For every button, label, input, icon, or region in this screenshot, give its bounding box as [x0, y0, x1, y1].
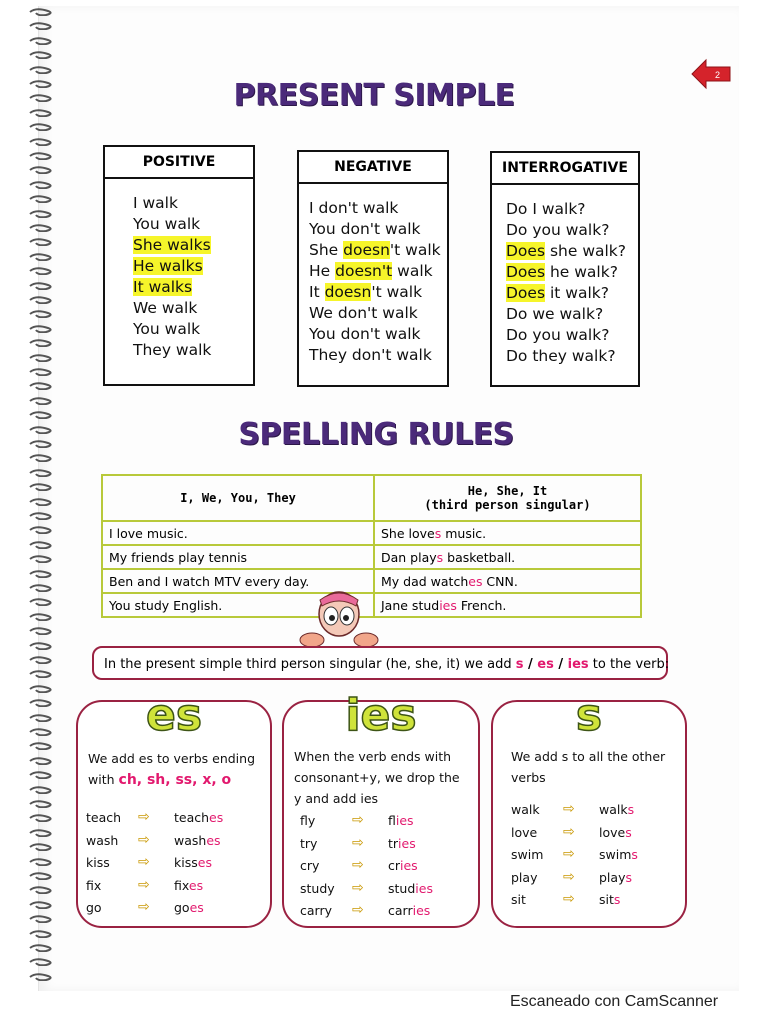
spiral-coil: [28, 872, 54, 880]
spiral-coil: [28, 613, 54, 621]
spiral-coil: [28, 512, 54, 520]
third-person-verb: [388, 903, 430, 918]
note-ies: ies: [567, 657, 589, 672]
third-person-verb: [388, 881, 433, 896]
spiral-coil: [28, 354, 54, 362]
list-item: [133, 298, 253, 319]
third-person-verb: [174, 878, 203, 893]
third-person-verb: [599, 802, 634, 817]
third-person-verb: [174, 900, 204, 915]
list-item-text: He walks: [133, 257, 203, 275]
base-verb: teach: [86, 810, 122, 825]
verb-stem: cr: [388, 858, 401, 873]
verb-ending: ies: [400, 858, 418, 873]
list-item-text: 't walk: [371, 283, 423, 301]
arrow-icon: ⇨: [352, 902, 364, 918]
third-person-verb: [174, 810, 223, 825]
highlighted-word: Does: [506, 263, 546, 281]
spiral-coil: [28, 886, 54, 894]
rule-box-ies: [282, 690, 480, 928]
spiral-coil: [28, 699, 54, 707]
verb-ending: ies: [439, 597, 457, 613]
list-item: [309, 240, 447, 261]
list-item: [506, 346, 638, 367]
spiral-coil: [28, 570, 54, 578]
verb-pair: [300, 813, 480, 836]
page-number: 2: [715, 70, 721, 80]
list-item-text: He: [309, 262, 336, 280]
spiral-coil: [28, 454, 54, 462]
spiral-coil: [28, 800, 54, 808]
third-person-verb: [599, 825, 632, 840]
spiral-coil: [28, 526, 54, 534]
spiral-coil: [28, 339, 54, 347]
list-item-text: I don't walk: [309, 199, 399, 217]
verb-ending: es: [206, 832, 221, 848]
third-person-verb: [388, 858, 418, 873]
cell-text: CNN.: [482, 573, 518, 589]
arrow-icon: ⇨: [352, 857, 364, 873]
verb-pair: [86, 810, 266, 833]
verb-pair: [300, 858, 480, 881]
base-verb: walk: [511, 802, 540, 817]
list-item: [133, 277, 253, 298]
verb-stem: wash: [174, 832, 207, 848]
base-verb: study: [300, 880, 335, 896]
cell-text: Jane stud: [381, 597, 440, 613]
list-item: [309, 261, 447, 282]
table-header-left: I, We, You, They: [102, 475, 374, 521]
verb-pair: [511, 847, 691, 870]
negative-list: [299, 184, 447, 366]
spiral-coil: [28, 195, 54, 203]
list-item-text: Do we walk?: [506, 305, 604, 323]
cell-text: basketball.: [443, 549, 516, 565]
list-item-text: 't walk: [389, 241, 441, 259]
spiral-coil: [28, 51, 54, 59]
list-item-text: Do I walk?: [506, 200, 586, 218]
base-verb: fix: [86, 877, 102, 893]
list-item-text: walk: [392, 262, 433, 280]
table-header-right-line1: He, She, It: [467, 484, 548, 498]
list-item-text: It: [309, 283, 325, 301]
table-cell-left: My friends play tennis: [102, 545, 374, 569]
list-item: [506, 241, 638, 262]
table-cell-right: [374, 593, 641, 617]
spiral-coil: [28, 469, 54, 477]
spiral-coil: [28, 498, 54, 506]
list-item: [309, 282, 447, 303]
cartoon-face-icon: [298, 590, 380, 648]
list-item-text: You walk: [133, 215, 201, 233]
verb-pair: [86, 855, 266, 878]
arrow-icon: ⇨: [563, 801, 575, 817]
table-cell-left: Ben and I watch MTV every day.: [102, 569, 374, 593]
spiral-coil: [28, 8, 54, 16]
list-item: [506, 325, 638, 346]
rule-pairs-ies: [300, 813, 480, 926]
base-verb: love: [511, 824, 538, 840]
spiral-coil: [28, 22, 54, 30]
verb-pair: [86, 833, 266, 856]
spiral-coil: [28, 123, 54, 131]
table-header-right: [374, 475, 641, 521]
spiral-coil: [28, 598, 54, 606]
verb-ending: es: [188, 877, 204, 893]
third-person-verb: [599, 847, 638, 862]
spiral-coil: [28, 728, 54, 736]
spiral-coil: [28, 555, 54, 563]
verb-ending: s: [434, 525, 442, 541]
arrow-icon: ⇨: [563, 823, 575, 840]
spiral-coil: [28, 843, 54, 851]
verb-stem: carr: [388, 903, 413, 918]
verb-ending: ies: [395, 813, 414, 828]
interrogative-box: [490, 151, 640, 387]
spiral-coil: [28, 858, 54, 866]
spiral-coil: [28, 296, 54, 304]
spiral-coil: [28, 757, 54, 765]
cell-text: Dan play: [381, 549, 437, 565]
spiral-coil: [28, 958, 54, 966]
spiral-coil: [28, 541, 54, 549]
cell-text: music.: [441, 525, 487, 541]
verb-pair: [511, 825, 691, 848]
verb-pair: [511, 870, 691, 893]
verb-ending: ies: [412, 903, 431, 918]
list-item-text: You walk: [133, 320, 201, 338]
rule-title-es: es: [145, 690, 203, 741]
positive-box: [103, 145, 255, 386]
arrow-icon: ⇨: [352, 834, 364, 851]
spiral-coil: [28, 786, 54, 794]
spiral-coil: [28, 915, 54, 923]
highlighted-word: doesn: [324, 283, 372, 301]
negative-header: NEGATIVE: [299, 152, 447, 184]
verb-ending: es: [468, 573, 483, 589]
verb-stem: play: [599, 869, 626, 885]
rule-desc-es: [88, 748, 262, 791]
spiral-coil: [28, 382, 54, 390]
third-person-verb: [388, 813, 414, 828]
highlighted-word: Does: [506, 242, 546, 260]
negative-box: [297, 150, 449, 387]
list-item: [133, 256, 253, 277]
note-sep: /: [523, 657, 538, 672]
verb-stem: teach: [174, 810, 210, 825]
verb-stem: go: [174, 900, 190, 915]
spelling-rules-title: SPELLING RULES: [238, 417, 514, 452]
table-cell-right: [374, 545, 641, 569]
list-item: [506, 304, 638, 325]
list-item-text: They don't walk: [309, 346, 432, 364]
spiral-coil: [28, 973, 54, 981]
rule-title-ies: ies: [345, 690, 417, 741]
verb-ending: s: [613, 892, 621, 907]
list-item: [309, 219, 447, 240]
spiral-coil: [28, 944, 54, 952]
list-item: [506, 199, 638, 220]
cell-text: My dad watch: [381, 573, 469, 589]
note-text-end: to the verb:: [588, 657, 670, 672]
list-item-text: You don't walk: [309, 220, 421, 238]
list-item-text: It walks: [133, 278, 193, 296]
note-text: In the present simple third person singular (he, she, it) we add: [104, 657, 516, 672]
spiral-coil: [28, 238, 54, 246]
arrow-icon: ⇨: [138, 809, 150, 825]
spiral-coil: [28, 814, 54, 822]
spiral-coil: [28, 267, 54, 275]
arrow-icon: ⇨: [352, 879, 364, 896]
spiral-coil: [28, 282, 54, 290]
list-item-text: I walk: [133, 194, 178, 212]
highlighted-word: doesn: [343, 241, 390, 259]
spiral-coil: [28, 66, 54, 74]
spiral-binding: [28, 8, 56, 988]
spiral-coil: [28, 210, 54, 218]
note-sep: /: [553, 657, 568, 672]
spiral-coil: [28, 325, 54, 333]
table-cell-right: [374, 521, 641, 545]
list-item-text: We don't walk: [309, 304, 418, 322]
third-person-verb: [599, 892, 620, 907]
list-item: [133, 193, 253, 214]
arrow-icon: ⇨: [138, 831, 150, 848]
base-verb: try: [300, 835, 318, 851]
base-verb: kiss: [86, 855, 110, 870]
table-cell-left: You study English.: [102, 593, 374, 617]
spiral-coil: [28, 627, 54, 635]
cell-text: She love: [381, 525, 435, 541]
verb-ending: ies: [415, 880, 433, 896]
arrow-icon: ⇨: [563, 868, 575, 885]
list-item: [309, 345, 447, 366]
spiral-coil: [28, 656, 54, 664]
arrow-icon: ⇨: [563, 846, 575, 862]
spiral-coil: [28, 483, 54, 491]
base-verb: cry: [300, 858, 320, 873]
verb-stem: tr: [388, 835, 399, 851]
list-item: [506, 283, 638, 304]
rule-title-s: s: [575, 690, 603, 741]
spiral-coil: [28, 224, 54, 232]
verb-stem: fix: [174, 877, 189, 893]
verb-pair: [300, 881, 480, 904]
list-item: [133, 340, 253, 361]
spiral-coil: [28, 310, 54, 318]
spiral-coil: [28, 138, 54, 146]
list-item-text: he walk?: [545, 263, 618, 281]
verb-stem: fl: [388, 813, 396, 828]
verb-ending: es: [197, 855, 212, 870]
table-cell-left: I love music.: [102, 521, 374, 545]
list-item-text: She walks: [133, 236, 211, 254]
list-item-text: They walk: [133, 341, 212, 359]
spiral-coil: [28, 742, 54, 750]
scanner-caption: Escaneado con CamScanner: [510, 993, 719, 1010]
arrow-icon: ⇨: [352, 812, 364, 828]
interrogative-header: INTERROGATIVE: [492, 153, 638, 185]
base-verb: swim: [511, 847, 544, 862]
spiral-coil: [28, 670, 54, 678]
base-verb: fly: [300, 813, 316, 828]
interrogative-list: [492, 185, 638, 367]
list-item: [506, 262, 638, 283]
note-s: s: [515, 657, 524, 672]
page-title: PRESENT SIMPLE: [233, 78, 515, 113]
base-verb: wash: [86, 832, 119, 848]
spiral-coil: [28, 368, 54, 376]
verb-stem: walk: [599, 802, 628, 817]
spiral-coil: [28, 901, 54, 909]
spiral-coil: [28, 714, 54, 722]
rule-box-s: [491, 690, 687, 928]
arrow-icon: ⇨: [563, 891, 575, 907]
rule-pairs-s: [511, 802, 691, 915]
base-verb: carry: [300, 903, 332, 918]
verb-pair: [511, 892, 691, 915]
list-item-text: We walk: [133, 299, 198, 317]
verb-ending: s: [436, 549, 444, 565]
verb-pair: [86, 900, 266, 923]
spiral-coil: [28, 166, 54, 174]
verb-pair: [86, 878, 266, 901]
spiral-coil: [28, 685, 54, 693]
list-item-text: Do you walk?: [506, 326, 610, 344]
spiral-coil: [28, 584, 54, 592]
spiral-coil: [28, 253, 54, 261]
arrow-icon: ⇨: [138, 899, 150, 915]
list-item-text: She: [309, 241, 344, 259]
third-person-verb: [388, 836, 416, 851]
rule-note: [92, 646, 668, 680]
list-item: [133, 319, 253, 340]
table-row: [102, 521, 641, 545]
base-verb: sit: [511, 892, 526, 907]
verb-ending: s: [625, 824, 632, 840]
spiral-coil: [28, 642, 54, 650]
verb-ending: ies: [398, 835, 416, 851]
arrow-icon: ⇨: [138, 876, 150, 893]
list-item-text: You don't walk: [309, 325, 421, 343]
table-cell-right: [374, 569, 641, 593]
list-item: [309, 303, 447, 324]
highlighted-word: doesn't: [335, 262, 393, 280]
rule-desc-ies: When the verb ends with consonant+y, we drop the y and add ies: [294, 749, 460, 806]
arrow-icon: ⇨: [138, 854, 150, 870]
spiral-coil: [28, 771, 54, 779]
list-item-text: it walk?: [545, 284, 609, 302]
spiral-coil: [28, 930, 54, 938]
base-verb: play: [511, 869, 538, 885]
verb-stem: swim: [599, 847, 632, 862]
third-person-verb: [599, 870, 632, 885]
list-item: [309, 198, 447, 219]
third-person-verb: [174, 855, 212, 870]
rule-desc-text: We add es to verbs ending with: [88, 751, 256, 787]
verb-stem: kiss: [174, 855, 198, 870]
spiral-coil: [28, 37, 54, 45]
verb-pair: [300, 836, 480, 859]
positive-list: [105, 179, 253, 361]
verb-stem: love: [599, 824, 626, 840]
cell-text: French.: [456, 597, 507, 613]
spiral-coil: [28, 397, 54, 405]
rule-pairs-es: [86, 810, 266, 923]
positive-header: POSITIVE: [105, 147, 253, 179]
list-item: [133, 214, 253, 235]
rule-box-es: [76, 690, 272, 928]
third-person-verb: [174, 833, 221, 848]
rule-desc-endings: ch, sh, ss, x, o: [118, 772, 232, 788]
spiral-coil: [28, 181, 54, 189]
list-item: [309, 324, 447, 345]
list-item-text: Do you walk?: [506, 221, 610, 239]
list-item: [506, 220, 638, 241]
verb-ending: s: [631, 847, 638, 862]
verb-ending: es: [209, 810, 224, 825]
note-es: es: [537, 657, 554, 672]
base-verb: go: [86, 900, 102, 915]
list-item: [133, 235, 253, 256]
list-item-text: she walk?: [545, 242, 627, 260]
rule-desc-s: We add s to all the other verbs: [511, 749, 666, 785]
verb-pair: [300, 903, 480, 926]
verb-stem: stud: [388, 880, 416, 896]
list-item-text: Do they walk?: [506, 347, 616, 365]
verb-ending: s: [625, 869, 632, 885]
spiral-coil: [28, 829, 54, 837]
verb-stem: sit: [599, 892, 614, 907]
verb-ending: es: [189, 900, 204, 915]
verb-pair: [511, 802, 691, 825]
spiral-coil: [28, 152, 54, 160]
table-row: [102, 545, 641, 569]
verb-ending: s: [627, 802, 635, 817]
table-header-right-line2: (third person singular): [424, 498, 591, 512]
highlighted-word: Does: [506, 284, 546, 302]
